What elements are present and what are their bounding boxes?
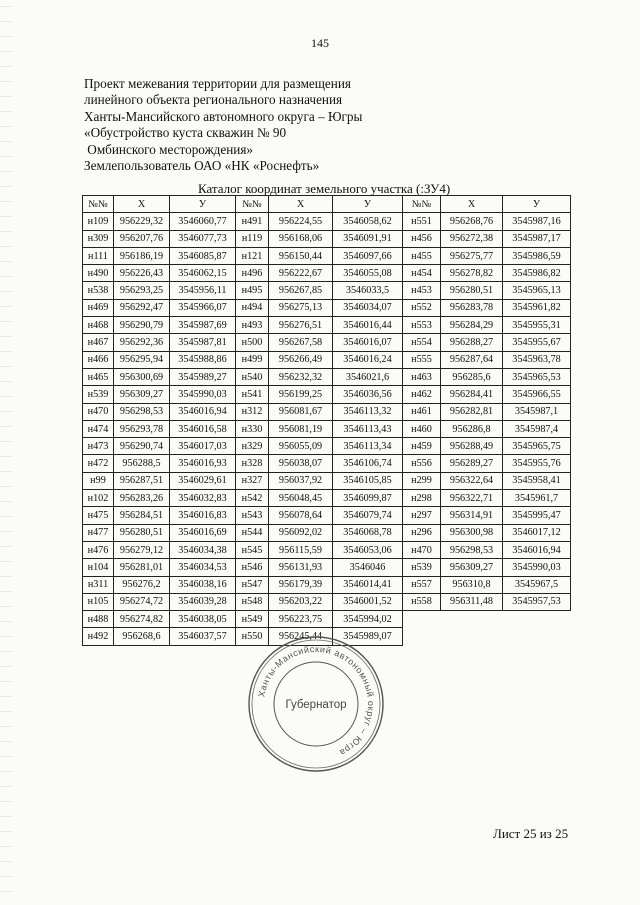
table-cell: н104	[83, 559, 114, 576]
table-header-row	[83, 196, 571, 213]
table-cell: 3546016,44	[333, 317, 403, 334]
table-cell: 3545966,07	[170, 299, 236, 316]
table-cell: н102	[83, 490, 114, 507]
table-cell: 3546113,43	[333, 420, 403, 437]
table-cell: н329	[236, 438, 269, 455]
table-row	[83, 265, 571, 282]
table-cell: 956289,27	[441, 455, 503, 472]
table-cell: 3545987,4	[503, 420, 571, 437]
table-cell: 3546034,38	[170, 541, 236, 558]
column-header: Х	[114, 196, 170, 213]
table-cell: н470	[403, 541, 441, 558]
table-cell: 956298,53	[114, 403, 170, 420]
table-cell: н475	[83, 507, 114, 524]
seal-ring-text: Ханты-Мансийский автономный округ – Югра	[256, 643, 377, 758]
table-cell	[503, 611, 571, 628]
header-line: Проект межевания территории для размещения	[84, 76, 351, 91]
table-cell: 956300,98	[441, 524, 503, 541]
table-cell: 956224,55	[269, 213, 333, 230]
table-cell: н542	[236, 490, 269, 507]
table-cell	[441, 628, 503, 645]
table-cell: 956298,53	[441, 541, 503, 558]
table-cell: н476	[83, 541, 114, 558]
table-cell: 956280,51	[114, 524, 170, 541]
table-cell: н461	[403, 403, 441, 420]
table-cell: 956281,01	[114, 559, 170, 576]
table-cell: 3545988,86	[170, 351, 236, 368]
table-cell	[403, 611, 441, 628]
table-cell: 3545995,47	[503, 507, 571, 524]
table-cell: 956038,07	[269, 455, 333, 472]
table-row	[83, 299, 571, 316]
table-cell: н298	[403, 490, 441, 507]
table-cell: 956309,27	[441, 559, 503, 576]
table-cell: н121	[236, 247, 269, 264]
table-cell: н551	[403, 213, 441, 230]
table-cell: н493	[236, 317, 269, 334]
table-cell: н495	[236, 282, 269, 299]
table-cell: 956078,64	[269, 507, 333, 524]
column-header: №№	[83, 196, 114, 213]
table-cell: 956223,75	[269, 611, 333, 628]
table-cell: 956284,29	[441, 317, 503, 334]
table-cell: 3545965,13	[503, 282, 571, 299]
table-cell: н499	[236, 351, 269, 368]
table-body	[83, 213, 571, 645]
table-row	[83, 593, 571, 610]
table-cell: 956311,48	[441, 593, 503, 610]
table-cell: н109	[83, 213, 114, 230]
table-cell: 956292,36	[114, 334, 170, 351]
table-row	[83, 455, 571, 472]
sheet-label: Лист 25 из 25	[493, 826, 569, 841]
table-cell: 956268,6	[114, 628, 170, 645]
table-cell: 956285,6	[441, 368, 503, 385]
table-cell: 3546016,69	[170, 524, 236, 541]
table-row	[83, 334, 571, 351]
table-row	[83, 438, 571, 455]
table-cell: н477	[83, 524, 114, 541]
table-cell: н119	[236, 230, 269, 247]
table-cell: 3545987,81	[170, 334, 236, 351]
table-cell: н553	[403, 317, 441, 334]
table-cell: 956092,02	[269, 524, 333, 541]
table-cell: н311	[83, 576, 114, 593]
table-cell: 3546077,73	[170, 230, 236, 247]
table-cell: 3545987,16	[503, 213, 571, 230]
table-cell: 956232,32	[269, 368, 333, 385]
table-cell: 956287,51	[114, 472, 170, 489]
table-cell: н454	[403, 265, 441, 282]
table-cell: 3546016,94	[503, 541, 571, 558]
table-cell: 3546014,41	[333, 576, 403, 593]
catalog-title: Каталог координат земельного участка (:ЗУ4)	[198, 181, 451, 196]
table-cell: 3545957,53	[503, 593, 571, 610]
table-cell: н545	[236, 541, 269, 558]
table-row	[83, 611, 571, 628]
table-cell: 956300,69	[114, 368, 170, 385]
table-cell: 3545994,02	[333, 611, 403, 628]
table-row	[83, 317, 571, 334]
table-cell: 3546036,56	[333, 386, 403, 403]
table-cell: 3546017,03	[170, 438, 236, 455]
table-cell: 3546016,94	[170, 403, 236, 420]
table-cell: 956276,2	[114, 576, 170, 593]
header-line: «Обустройство куста скважин № 90	[84, 125, 287, 141]
table-cell: н538	[83, 282, 114, 299]
table-cell: 3546113,32	[333, 403, 403, 420]
table-cell: н296	[403, 524, 441, 541]
table-row	[83, 213, 571, 230]
table-cell: 3546113,34	[333, 438, 403, 455]
table-cell: 956055,09	[269, 438, 333, 455]
table-cell: н105	[83, 593, 114, 610]
table-cell: 3546037,57	[170, 628, 236, 645]
table-cell: 956314,91	[441, 507, 503, 524]
table-cell: 956287,64	[441, 351, 503, 368]
table-cell: 956229,32	[114, 213, 170, 230]
table-cell: н309	[83, 230, 114, 247]
table-cell: 956309,27	[114, 386, 170, 403]
table-cell: 956310,8	[441, 576, 503, 593]
table-cell: 3546034,53	[170, 559, 236, 576]
table-cell: н541	[236, 386, 269, 403]
table-cell: 3546068,78	[333, 524, 403, 541]
table-cell: н460	[403, 420, 441, 437]
table-cell: 3545955,31	[503, 317, 571, 334]
column-header: №№	[403, 196, 441, 213]
table-cell: н465	[83, 368, 114, 385]
table-cell: 3546017,12	[503, 524, 571, 541]
column-header: У	[170, 196, 236, 213]
table-cell: н488	[83, 611, 114, 628]
table-cell: 956288,27	[441, 334, 503, 351]
table-cell: н540	[236, 368, 269, 385]
table-cell: 956150,44	[269, 247, 333, 264]
table-cell: 956282,81	[441, 403, 503, 420]
scan-edge-artifact	[0, 0, 12, 905]
table-cell: 956322,64	[441, 472, 503, 489]
table-cell: 956275,77	[441, 247, 503, 264]
table-cell	[441, 611, 503, 628]
table-cell: 956295,94	[114, 351, 170, 368]
table-cell: н327	[236, 472, 269, 489]
table-cell: 3546106,74	[333, 455, 403, 472]
table-cell: 956272,38	[441, 230, 503, 247]
table-cell: н494	[236, 299, 269, 316]
table-cell: н552	[403, 299, 441, 316]
table-cell: н543	[236, 507, 269, 524]
table-cell: 956279,12	[114, 541, 170, 558]
table-cell: 956037,92	[269, 472, 333, 489]
table-cell: 956131,93	[269, 559, 333, 576]
table-cell: 956283,26	[114, 490, 170, 507]
table-cell: 956266,49	[269, 351, 333, 368]
table-cell: н549	[236, 611, 269, 628]
table-cell: 956115,59	[269, 541, 333, 558]
table-cell: н539	[83, 386, 114, 403]
table-row	[83, 368, 571, 385]
table-cell: 3546034,07	[333, 299, 403, 316]
table-cell: 3546097,66	[333, 247, 403, 264]
table-cell: 956275,13	[269, 299, 333, 316]
header-line: Ханты-Мансийского автономного округа – Югры	[84, 108, 363, 124]
table-cell: н99	[83, 472, 114, 489]
table-cell: н556	[403, 455, 441, 472]
table-cell: н547	[236, 576, 269, 593]
table-cell: н462	[403, 386, 441, 403]
table-cell: н548	[236, 593, 269, 610]
table-cell: 3546001,52	[333, 593, 403, 610]
table-cell: 3545965,53	[503, 368, 571, 385]
table-cell: 3546039,28	[170, 593, 236, 610]
column-header: У	[503, 196, 571, 213]
page-number: 145	[311, 36, 329, 50]
table-cell: 3546055,08	[333, 265, 403, 282]
table-cell: 3545990,03	[503, 559, 571, 576]
table-cell: 956268,76	[441, 213, 503, 230]
table-cell: н496	[236, 265, 269, 282]
table-cell: 3546021,6	[333, 368, 403, 385]
table-cell: н297	[403, 507, 441, 524]
table-cell: н470	[83, 403, 114, 420]
table-cell: н328	[236, 455, 269, 472]
table-cell: н455	[403, 247, 441, 264]
header-line: линейного объекта регионального назначения	[84, 92, 343, 108]
table-row	[83, 403, 571, 420]
table-cell: н500	[236, 334, 269, 351]
table-cell: 3545987,1	[503, 403, 571, 420]
table-cell: н463	[403, 368, 441, 385]
table-cell: 956293,78	[114, 420, 170, 437]
table-row	[83, 472, 571, 489]
table-cell: 956274,72	[114, 593, 170, 610]
table-cell: 3546091,91	[333, 230, 403, 247]
table-cell: 956293,25	[114, 282, 170, 299]
table-cell: 3545955,76	[503, 455, 571, 472]
table-cell: 3546085,87	[170, 247, 236, 264]
table-cell	[403, 628, 441, 645]
table-cell: 3545990,03	[170, 386, 236, 403]
table-cell: 3546032,83	[170, 490, 236, 507]
table-cell: 956290,79	[114, 317, 170, 334]
table-cell: 3545986,82	[503, 265, 571, 282]
table-row	[83, 351, 571, 368]
table-cell: 956276,51	[269, 317, 333, 334]
table-cell: 956288,49	[441, 438, 503, 455]
document-header	[84, 76, 444, 174]
table-cell: 956203,22	[269, 593, 333, 610]
table-cell: н546	[236, 559, 269, 576]
table-cell: 956081,67	[269, 403, 333, 420]
table-cell: н459	[403, 438, 441, 455]
table-cell: 3546029,61	[170, 472, 236, 489]
table-cell: 3545989,27	[170, 368, 236, 385]
table-cell: н453	[403, 282, 441, 299]
table-cell: н474	[83, 420, 114, 437]
table-row	[83, 386, 571, 403]
table-cell: 956322,71	[441, 490, 503, 507]
table-cell: 3545961,82	[503, 299, 571, 316]
table-cell: 956168,06	[269, 230, 333, 247]
table-cell: 956284,51	[114, 507, 170, 524]
table-row	[83, 507, 571, 524]
table-cell: 956186,19	[114, 247, 170, 264]
table-row	[83, 490, 571, 507]
table-cell: н330	[236, 420, 269, 437]
table-cell: 956199,25	[269, 386, 333, 403]
table-cell: 956288,5	[114, 455, 170, 472]
table-cell: н468	[83, 317, 114, 334]
table-cell: 956284,41	[441, 386, 503, 403]
table-row	[83, 420, 571, 437]
table-cell: н456	[403, 230, 441, 247]
header-line: Землепользователь ОАО «НК «Роснефть»	[84, 158, 320, 174]
table-cell: 956280,51	[441, 282, 503, 299]
table-cell: н555	[403, 351, 441, 368]
table-cell: 3546079,74	[333, 507, 403, 524]
column-header: Х	[269, 196, 333, 213]
table-cell: н469	[83, 299, 114, 316]
table-cell: 956245,44	[269, 628, 333, 645]
table-cell: н490	[83, 265, 114, 282]
table-cell: 3546060,77	[170, 213, 236, 230]
table-cell: 3546016,24	[333, 351, 403, 368]
table-cell: 956048,45	[269, 490, 333, 507]
table-row	[83, 524, 571, 541]
table-cell: 3545987,69	[170, 317, 236, 334]
table-cell: н466	[83, 351, 114, 368]
table-cell: 956267,58	[269, 334, 333, 351]
table-cell: 3545966,55	[503, 386, 571, 403]
table-cell: 3545989,07	[333, 628, 403, 645]
table-cell: 3545967,5	[503, 576, 571, 593]
seal-center-text: Губернатор	[285, 699, 347, 711]
table-cell: н557	[403, 576, 441, 593]
table-cell: 3546099,87	[333, 490, 403, 507]
table-row	[83, 576, 571, 593]
table-cell: 956278,82	[441, 265, 503, 282]
table-cell: н544	[236, 524, 269, 541]
coordinates-table	[82, 195, 571, 646]
table-cell: н111	[83, 247, 114, 264]
table-cell: 956179,39	[269, 576, 333, 593]
table-cell: н491	[236, 213, 269, 230]
table-cell: 956286,8	[441, 420, 503, 437]
table-row	[83, 247, 571, 264]
column-header: Х	[441, 196, 503, 213]
table-cell: 3545963,78	[503, 351, 571, 368]
table-cell: н299	[403, 472, 441, 489]
column-header: №№	[236, 196, 269, 213]
table-cell: 3546058,62	[333, 213, 403, 230]
table-cell: 3545958,41	[503, 472, 571, 489]
table-cell	[503, 628, 571, 645]
table-row	[83, 541, 571, 558]
table-cell: 3545986,59	[503, 247, 571, 264]
table-cell: 956226,43	[114, 265, 170, 282]
table-cell: 3546105,85	[333, 472, 403, 489]
table-cell: 956081,19	[269, 420, 333, 437]
table-row	[83, 282, 571, 299]
table-cell: 956292,47	[114, 299, 170, 316]
table-cell: 3545955,67	[503, 334, 571, 351]
table-cell: н558	[403, 593, 441, 610]
table-cell: 956267,85	[269, 282, 333, 299]
table-cell: н539	[403, 559, 441, 576]
table-cell: н467	[83, 334, 114, 351]
table-row	[83, 230, 571, 247]
table-cell: 3546016,93	[170, 455, 236, 472]
table-cell: 3545961,7	[503, 490, 571, 507]
table-cell: н312	[236, 403, 269, 420]
table-cell: 956283,78	[441, 299, 503, 316]
table-cell: н554	[403, 334, 441, 351]
table-cell: 956290,74	[114, 438, 170, 455]
table-cell: 3545987,17	[503, 230, 571, 247]
table-cell: 3546016,07	[333, 334, 403, 351]
table-cell: н472	[83, 455, 114, 472]
table-cell: 3545965,75	[503, 438, 571, 455]
table-cell: н473	[83, 438, 114, 455]
table-cell: 956274,82	[114, 611, 170, 628]
table-cell: 3546038,05	[170, 611, 236, 628]
official-seal	[246, 634, 386, 774]
table-cell: 3546046	[333, 559, 403, 576]
table-cell: 3546016,83	[170, 507, 236, 524]
table-row	[83, 559, 571, 576]
table-cell: 956207,76	[114, 230, 170, 247]
table-cell: 3546033,5	[333, 282, 403, 299]
table-cell: 3546016,58	[170, 420, 236, 437]
column-header: У	[333, 196, 403, 213]
table-cell: 3546038,16	[170, 576, 236, 593]
header-line: Омбинского месторождения»	[84, 141, 254, 157]
table-cell: н550	[236, 628, 269, 645]
table-cell: 3545956,11	[170, 282, 236, 299]
table-cell: 3546062,15	[170, 265, 236, 282]
table-cell: н492	[83, 628, 114, 645]
table-cell: 3546053,06	[333, 541, 403, 558]
table-cell: 956222,67	[269, 265, 333, 282]
